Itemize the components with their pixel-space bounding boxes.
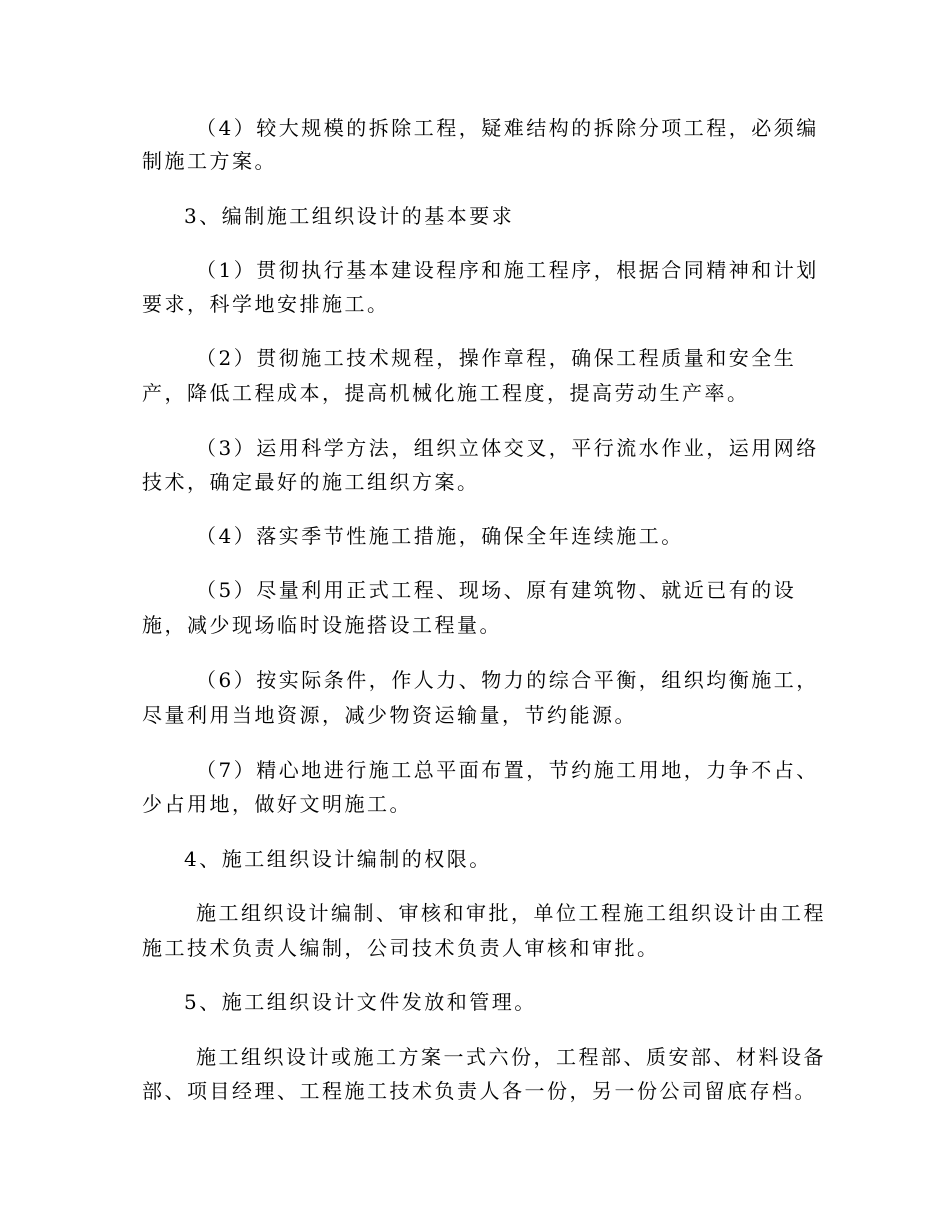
paragraph-line: （4）较大规模的拆除工程，疑难结构的拆除分项工程，必须编 xyxy=(196,116,819,140)
paragraph-line: 部、项目经理、工程施工技术负责人各一份，另一份公司留底存档。 xyxy=(142,1079,817,1103)
paragraph-line: 施工技术负责人编制，公司技术负责人审核和审批。 xyxy=(142,936,660,960)
paragraph-line: 制施工方案。 xyxy=(142,149,277,173)
paragraph-line: （7）精心地进行施工总平面布置，节约施工用地，力争不占、 xyxy=(196,758,819,782)
section-heading: 5、施工组织设计文件发放和管理。 xyxy=(184,990,537,1014)
section-heading: 4、施工组织设计编制的权限。 xyxy=(184,847,492,871)
paragraph-line: 少占用地，做好文明施工。 xyxy=(142,792,412,816)
section-heading: 3、编制施工组织设计的基本要求 xyxy=(184,204,515,228)
paragraph-line: （1）贯彻执行基本建设程序和施工程序，根据合同精神和计划 xyxy=(196,258,819,282)
paragraph-line: （5）尽量利用正式工程、现场、原有建筑物、就近已有的设 xyxy=(196,578,797,602)
paragraph-line: 施，减少现场临时设施搭设工程量。 xyxy=(142,613,502,637)
paragraph-line: 施工组织设计编制、审核和审批，单位工程施工组织设计由工程 xyxy=(196,901,826,925)
paragraph-line: （6）按实际条件，作人力、物力的综合平衡，组织均衡施工， xyxy=(196,668,819,692)
paragraph-line: 产，降低工程成本，提高机械化施工程度，提高劳动生产率。 xyxy=(142,381,750,405)
paragraph-line: （4）落实季节性施工措施，确保全年连续施工。 xyxy=(196,524,684,548)
paragraph-line: 施工组织设计或施工方案一式六份，工程部、质安部、材料设备 xyxy=(196,1045,826,1069)
paragraph-line: 尽量利用当地资源，减少物资运输量，节约能源。 xyxy=(142,703,637,727)
paragraph-line: 技术，确定最好的施工组织方案。 xyxy=(142,470,480,494)
paragraph-line: （2）贯彻施工技术规程，操作章程，确保工程质量和安全生 xyxy=(196,346,797,370)
paragraph-line: 要求，科学地安排施工。 xyxy=(142,292,390,316)
paragraph-line: （3）运用科学方法，组织立体交叉，平行流水作业，运用网络 xyxy=(196,436,819,460)
